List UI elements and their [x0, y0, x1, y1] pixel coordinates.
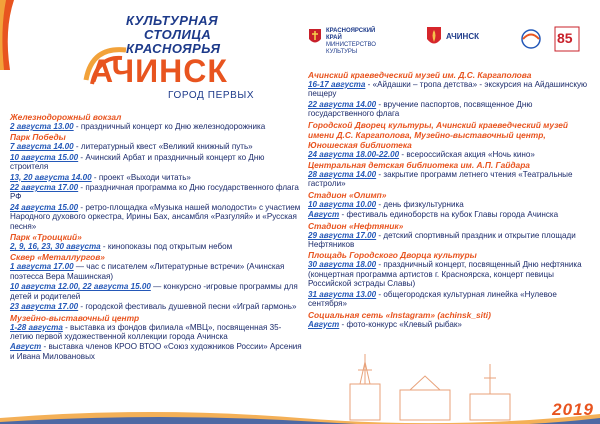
- header-line-2: СТОЛИЦА: [144, 27, 212, 42]
- event-date: 16-17 августа: [308, 80, 366, 89]
- event-date: 22 августа 14.00: [308, 99, 377, 109]
- event-item: [308, 200, 596, 209]
- venue-title: Стадион «Олимп»: [308, 189, 387, 200]
- event-date: 28 августа 14.00: [308, 170, 377, 180]
- event-item: [10, 153, 302, 172]
- venue-section: [308, 250, 596, 308]
- venue-title: Стадион «Нефтяник»: [308, 220, 404, 231]
- event-item: [308, 290, 596, 309]
- event-item: [10, 183, 302, 202]
- event-item: [10, 342, 302, 361]
- event-item: [10, 203, 302, 231]
- venue-title: Социальная сеть «Instagram» (achinsk_siti): [308, 309, 491, 320]
- event-date: 24 августа 18.00-22.00: [308, 149, 400, 159]
- event-description: - фото-конкурс «Клевый рыбак»: [339, 319, 462, 329]
- event-date: Август: [10, 342, 42, 352]
- year-label: 2019: [552, 400, 594, 419]
- venue-section: [308, 120, 596, 159]
- event-description: - выставка членов КРОО ВТОО «Союз художников России» Арсения и Ивана Миловановых: [10, 342, 302, 361]
- venue-title: Парк «Троицкий»: [10, 232, 82, 243]
- event-description: - фестиваль единоборств на кубок Главы города Ачинска: [339, 210, 559, 220]
- event-description: - праздничная программа ко Дню государственного флага РФ: [10, 183, 299, 202]
- venue-section: [308, 310, 596, 329]
- city-subtitle: ГОРОД ПЕРВЫХ: [168, 90, 255, 101]
- event-description: - проект «Выходи читать»: [91, 172, 191, 182]
- krai-ministry-text: КРАСНОЯРСКИЙ КРАЙ МИНИСТЕРСТВО КУЛЬТУРЫ: [326, 28, 376, 55]
- event-item: [10, 142, 302, 151]
- event-date: 13, 20 августа 14.00: [10, 172, 92, 182]
- event-date: 30 августа 18.00: [308, 260, 377, 270]
- event-item: [308, 80, 596, 99]
- event-description: - Ачинский Арбат и праздничный концерт ко Дню строителя: [10, 152, 265, 172]
- venue-title: Музейно-выставочный центр: [10, 312, 140, 323]
- venue-section: [308, 70, 596, 119]
- event-date: Август: [308, 210, 340, 220]
- event-item: [10, 122, 302, 131]
- event-date: 10 августа 15.00: [10, 152, 79, 162]
- event-date: 10 августа 10.00: [308, 199, 377, 209]
- venue-title: Железнодорожный вокзал: [10, 112, 122, 122]
- event-description: - кинопоказы под открытым небом: [100, 242, 233, 252]
- event-description: - праздничный концерт ко Дню железнодорожника: [73, 122, 266, 131]
- venue-section: [10, 252, 302, 311]
- event-item: [10, 173, 302, 182]
- event-item: [10, 262, 302, 281]
- venue-title: Центральная детская библиотека им. А.П. Гайдара: [308, 160, 530, 171]
- event-date: 29 августа 17.00: [308, 230, 377, 240]
- venue-title: Парк Победы: [10, 132, 66, 143]
- event-description: - выставка из фондов филиала «МВЦ», посвященная 35-летию первой художественной коллекции города Ачинска: [10, 322, 282, 341]
- event-description: - «Айдашки – тропа детства» - экскурсия на Айдашинскую пещеру: [308, 80, 588, 99]
- venue-section: [308, 190, 596, 220]
- event-description: - общегородская культурная линейка «Нулевое сентября»: [308, 289, 557, 309]
- event-description: — час с писателем «Литературные встречи» (Ачинская поэтесса Вера Машинская): [10, 262, 285, 281]
- venue-section: [10, 232, 302, 251]
- event-description: - детский спортивный праздник и открытие площади Нефтяников: [308, 230, 576, 250]
- event-description: - литературный квест «Великий книжный путь»: [73, 142, 253, 152]
- event-description: - день физкультурника: [376, 199, 464, 209]
- event-item: [308, 150, 596, 159]
- venue-title: Ачинский краеведческий музей им. Д.С. Каргаполова: [308, 70, 532, 80]
- event-description: - всероссийская акция «Ночь кино»: [399, 149, 535, 159]
- event-date: 10 августа 12.00, 22 августа 15.00: [10, 282, 151, 292]
- event-description: — конкурсно -игровые программы для детей и родителей: [10, 282, 298, 301]
- event-description: - городской фестиваль душевной песни «Играй гармонь»: [78, 302, 297, 312]
- event-item: [308, 210, 596, 219]
- event-date: 22 августа 17.00: [10, 183, 79, 193]
- event-date: 2, 9, 16, 23, 30 августа: [10, 242, 101, 252]
- event-description: - праздничный концерт, посвященный Дню нефтяника (концертная программа артистов г. Красноярска, концерт певицы Российской эстрады Славы): [308, 260, 582, 289]
- event-description: - закрытие программ летнего чтения «Театральные гастроли»: [308, 170, 573, 189]
- venue-section: [10, 112, 302, 131]
- venue-title: Городской Дворец культуры, Ачинский краеведческий музей имени Д.С. Каргаполова, Музейно-выставочный центр, Юношеская библиотека: [308, 119, 569, 150]
- achinsk-logo-text: АЧИНСК: [446, 32, 479, 41]
- anniversary-number: 85: [557, 30, 573, 46]
- left-column: [10, 112, 302, 362]
- event-item: [308, 170, 596, 189]
- city-name: АЧИНСК: [90, 53, 228, 89]
- logos-strip: [308, 26, 593, 60]
- venue-section: [10, 313, 302, 362]
- festival-logo-icon: [516, 28, 546, 50]
- poster-header: [18, 10, 303, 110]
- event-item: [10, 242, 302, 251]
- event-date: Август: [308, 319, 340, 329]
- event-date: 7 августа 14.00: [10, 142, 74, 152]
- corner-decoration: [0, 0, 18, 70]
- venue-section: [308, 160, 596, 189]
- event-item: [10, 302, 302, 311]
- header-line-1: КУЛЬТУРНАЯ: [126, 13, 219, 28]
- venue-title: Сквер «Металлургов»: [10, 252, 105, 263]
- venue-section: [308, 221, 596, 250]
- header-line-3: КРАСНОЯРЬЯ: [126, 41, 221, 56]
- event-item: [10, 282, 302, 301]
- event-item: [308, 100, 596, 119]
- event-date: 31 августа 13.00: [308, 289, 377, 299]
- event-item: [308, 260, 596, 288]
- event-item: [308, 231, 596, 250]
- achinsk-crest-icon: [426, 26, 442, 48]
- event-item: [308, 320, 596, 329]
- event-item: [10, 323, 302, 342]
- venue-title: Площадь Городского Дворца культуры: [308, 250, 477, 261]
- event-date: 1-28 августа: [10, 322, 63, 332]
- event-date: 2 августа 13.00: [10, 122, 74, 131]
- krai-crest-icon: [308, 28, 322, 46]
- event-date: 23 августа 17.00: [10, 302, 79, 312]
- event-description: - ретро-площадка «Музыка нашей молодости» с участием Народного духового оркестра, Ирины Бах, ансамбля «Разгуляй» и «Русская песня»: [10, 202, 301, 231]
- event-description: - вручение паспортов, посвященное Дню государственного флага: [308, 99, 533, 119]
- right-column: [308, 70, 596, 330]
- event-date: 24 августа 15.00: [10, 202, 79, 212]
- event-date: 1 августа 17.00: [10, 262, 74, 272]
- venue-section: [10, 132, 302, 231]
